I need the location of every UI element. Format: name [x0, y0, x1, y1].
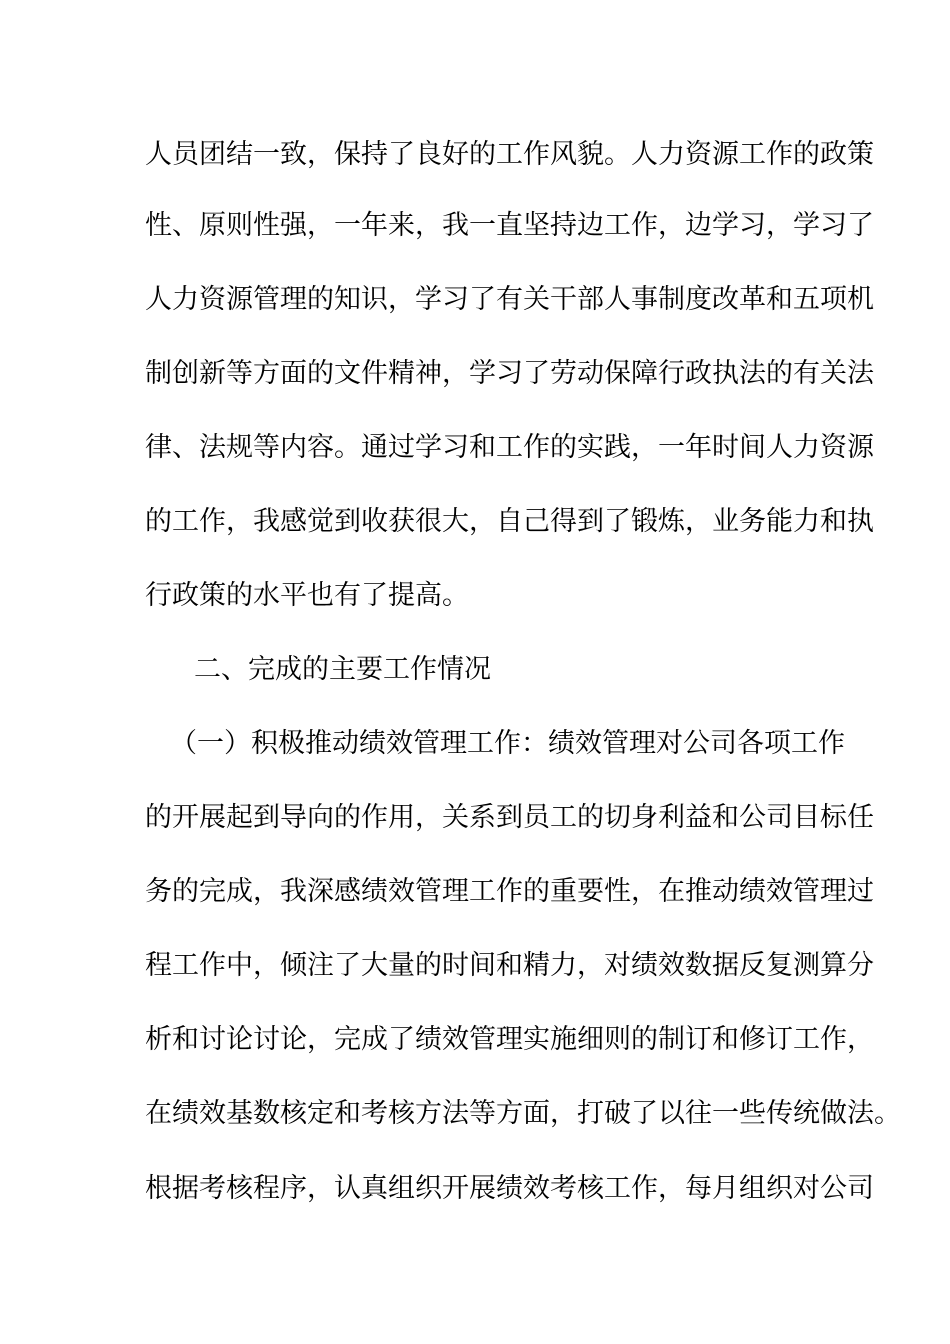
text-line: 性、原则性强，一年来，我一直坚持边工作，边学习，学习了: [145, 210, 874, 241]
text-line: 行政策的水平也有了提高。: [145, 580, 469, 611]
text-line: 在绩效基数核定和考核方法等方面，打破了以往一些传统做法。: [145, 1098, 901, 1129]
text-line: 析和讨论讨论，完成了绩效管理实施细则的制订和修订工作，: [145, 1024, 874, 1055]
text-line: 人员团结一致，保持了良好的工作风貌。人力资源工作的政策: [145, 139, 874, 170]
text-line: 人力资源管理的知识，学习了有关干部人事制度改革和五项机: [145, 284, 874, 315]
text-line: 的工作，我感觉到收获很大，自己得到了锻炼，业务能力和执: [145, 506, 874, 537]
text-line: 务的完成，我深感绩效管理工作的重要性，在推动绩效管理过: [145, 876, 874, 907]
text-line: （一）积极推动绩效管理工作：绩效管理对公司各项工作: [170, 728, 845, 759]
text-line: 程工作中，倾注了大量的时间和精力，对绩效数据反复测算分: [145, 950, 874, 981]
text-line: 制创新等方面的文件精神，学习了劳动保障行政执法的有关法: [145, 358, 874, 389]
text-line: 律、法规等内容。通过学习和工作的实践，一年时间人力资源: [145, 432, 874, 463]
text-line: 根据考核程序，认真组织开展绩效考核工作，每月组织对公司: [145, 1173, 874, 1204]
section-heading: 二、完成的主要工作情况: [194, 654, 491, 685]
text-line: 的开展起到导向的作用，关系到员工的切身利益和公司目标任: [145, 802, 874, 833]
